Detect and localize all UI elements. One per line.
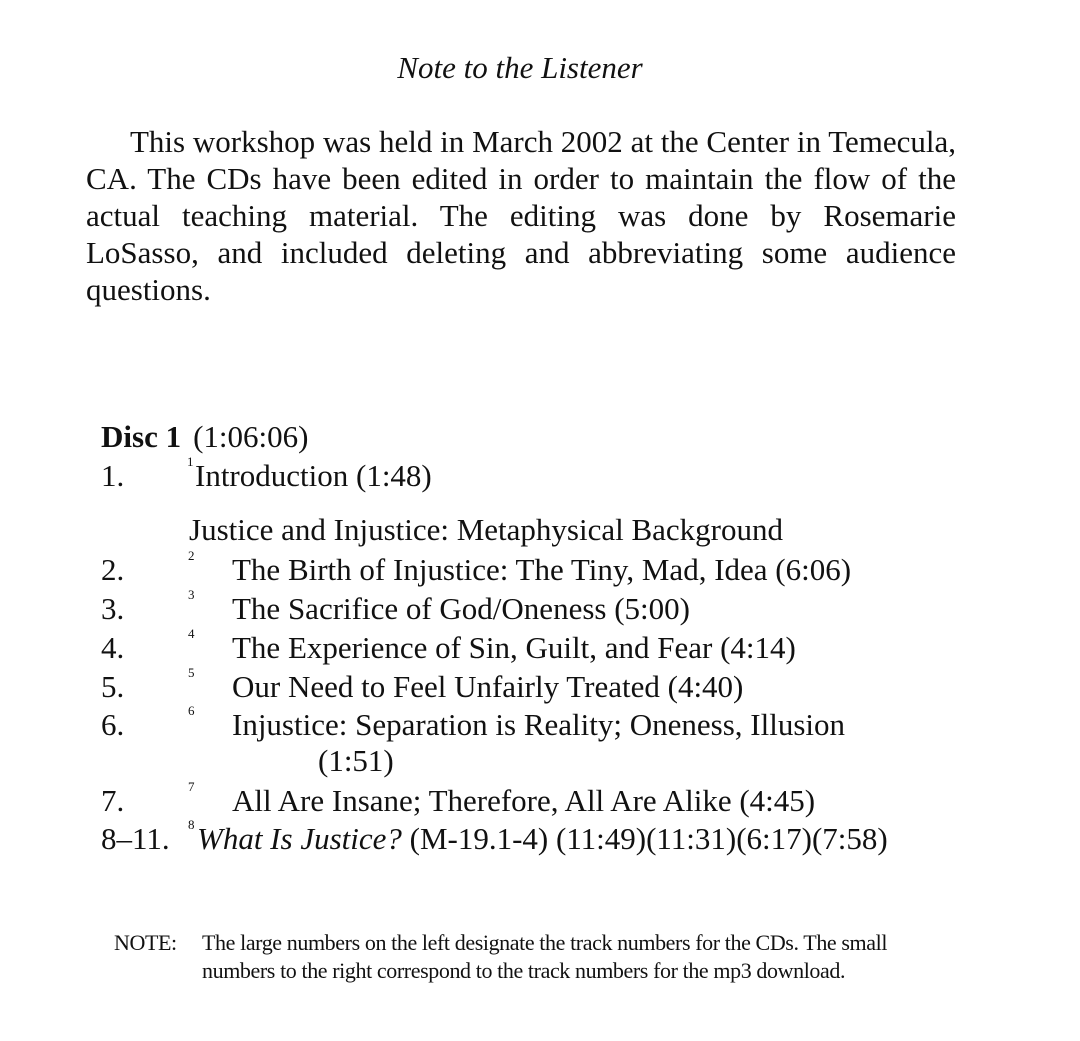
disc-heading [101, 418, 308, 456]
track-title-continuation: (1:51) [318, 743, 394, 778]
section-heading: Justice and Injustice: Metaphysical Background [189, 512, 784, 547]
footnote-text: The large numbers on the left designate the track numbers for the CDs. The small numbers to the right correspond to the track numbers for the mp3 download. [202, 930, 888, 983]
track-title: All Are Insane; Therefore, All Are Alike (4:45) [232, 783, 816, 818]
disc-label: Disc 1 [101, 419, 182, 454]
track-title-rest: (M-19.1-4) (11:49)(11:31)(6:17)(7:58) [401, 821, 888, 856]
cd-track-number: 5. [101, 669, 125, 704]
track-title-italic: What Is Justice? [197, 821, 402, 856]
mp3-track-number: 6 [188, 703, 195, 718]
page-title: Note to the Listener [397, 50, 643, 85]
track-title [197, 819, 888, 858]
cd-track-number: 6. [101, 707, 125, 742]
track-title: The Sacrifice of God/Oneness (5:00) [232, 591, 690, 626]
cd-track-number: 4. [101, 630, 125, 665]
track-title: The Birth of Injustice: The Tiny, Mad, Idea (6:06) [232, 552, 852, 587]
mp3-track-number: 5 [188, 665, 195, 680]
cd-track-number: 2. [101, 552, 125, 587]
mp3-track-number: 2 [188, 548, 195, 563]
disc-duration: (1:06:06) [193, 419, 309, 454]
cd-track-number: 7. [101, 783, 125, 818]
track-title: Our Need to Feel Unfairly Treated (4:40) [232, 669, 744, 704]
cd-track-number: 8–11. [101, 821, 170, 856]
footnote-label: NOTE: [114, 930, 177, 955]
track-title: The Experience of Sin, Guilt, and Fear (4:14) [232, 630, 796, 665]
cd-track-number: 3. [101, 591, 125, 626]
cd-track-number: 1. [101, 458, 125, 493]
track-title: Introduction (1:48) [195, 458, 432, 493]
mp3-track-number: 8 [188, 817, 195, 832]
intro-paragraph: This workshop was held in March 2002 at the Center in Temecula, CA. The CDs have been edited in order to maintain the flow of the actual teaching material. The editing was done by Rosemarie LoSasso, and included deleting and abbreviating some audience questions. [86, 124, 956, 307]
mp3-track-number: 4 [188, 626, 195, 641]
mp3-track-number: 3 [188, 587, 195, 602]
mp3-track-number: 1 [187, 454, 194, 469]
mp3-track-number: 7 [188, 779, 195, 794]
track-title: Injustice: Separation is Reality; Oneness, Illusion [232, 707, 846, 742]
